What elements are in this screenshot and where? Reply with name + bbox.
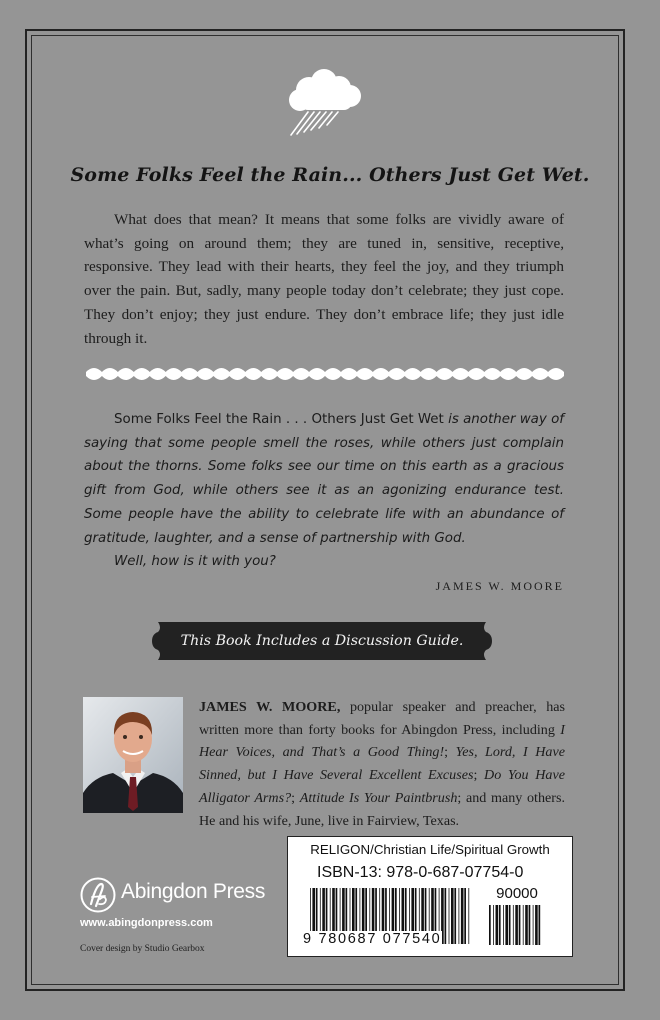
banner-text: This Book Includes a Discussion Guide.: [180, 633, 464, 649]
rain-cloud-icon: [286, 68, 366, 142]
publisher-name: Abingdon Press: [121, 880, 266, 903]
book-title: Do You Have Alligator Arms?: [199, 767, 565, 806]
question-line: Well, how is it with you?: [114, 554, 276, 570]
bio-text: ; and many others. He and his wife, June, live in Fairview, Texas.: [199, 789, 565, 829]
book-title: Yes, Lord, I Have Sinned, but I Have Several Excellent Excuses: [199, 744, 565, 784]
barcode-box: [287, 836, 573, 957]
description-body: is another way of saying that some people smell the roses, while others just complain about the thorns. Some folks see our time on this earth as a gracious gift from God, while others see it as an agonizing endurance test. Some people have the ability to celebrate life with an abundance of gratitude, laughter, and a sense of partnership with God.: [84, 412, 565, 546]
book-title: Attitude Is Your Paintbrush: [299, 789, 458, 806]
book-title-inline: Some Folks Feel the Rain . . . Others Just Get Wet: [114, 412, 444, 427]
barcode-bar: [461, 888, 464, 944]
barcode-bar: [523, 905, 524, 945]
barcode-bar: [509, 905, 511, 945]
barcode-bar: [468, 888, 469, 944]
price-code: 90000: [496, 885, 538, 902]
book-title: I Hear Voices, and That’s a Good Thing!: [199, 721, 565, 761]
barcode-bar: [515, 905, 518, 945]
bisac-category: RELIGON/Christian Life/Spiritual Growth: [310, 842, 550, 857]
bio-separator: ;: [291, 789, 300, 806]
barcode-bar: [519, 905, 521, 945]
barcode-bar: [459, 888, 460, 944]
abingdon-logo-icon: [80, 877, 116, 913]
cover-credit: Cover design by Studio Gearbox: [80, 944, 205, 954]
bio-separator: ;: [444, 744, 456, 761]
barcode-bar: [445, 888, 447, 944]
barcode-bar: [513, 905, 514, 945]
author-signature: JAMES W. MOORE: [435, 579, 564, 593]
barcode-digits: 9 780687 077540: [303, 931, 442, 947]
publisher-url: www.abingdonpress.com: [80, 917, 213, 929]
barcode-bar: [489, 905, 491, 945]
bio-separator: ;: [473, 767, 485, 784]
barcode-bar: [505, 905, 508, 945]
author-name: JAMES W. MOORE,: [199, 699, 341, 715]
barcode-bar: [539, 905, 541, 945]
description-paragraph: [84, 408, 564, 574]
barcode-bar: [454, 888, 456, 944]
barcode-bar: [525, 905, 528, 945]
barcode-bar: [533, 905, 534, 945]
barcode-bar: [451, 888, 454, 944]
barcode-bar: [503, 905, 504, 945]
wave-divider: [86, 365, 564, 383]
barcode-bar: [499, 905, 501, 945]
barcode-bar: [493, 905, 494, 945]
barcode-bar: [464, 888, 466, 944]
bio-text: popular speaker and preacher, has written more than forty books for Abingdon Press, including: [199, 699, 565, 738]
intro-paragraph: What does that mean? It means that some folks are vividly aware of what’s going on around them; they are tuned in, sensitive, receptive, responsive. They lead with their hearts, they feel the joy, and they triumph over the pain. But, sadly, many people today don’t celebrate; they just cope. They don’t enjoy; they just endure. They don’t embrace life; they just idle through it.: [84, 211, 564, 347]
author-bio: [199, 696, 565, 832]
price-barcode-bars: [489, 905, 541, 945]
isbn-label: ISBN-13: 978-0-687-07754-0: [317, 864, 524, 881]
barcode-bar: [535, 905, 538, 945]
headline: Some Folks Feel the Rain... Others Just Get Wet.: [70, 164, 590, 186]
barcode-bar: [496, 905, 499, 945]
barcode-bar: [529, 905, 531, 945]
author-photo: [83, 697, 183, 813]
barcode-bar: [449, 888, 450, 944]
